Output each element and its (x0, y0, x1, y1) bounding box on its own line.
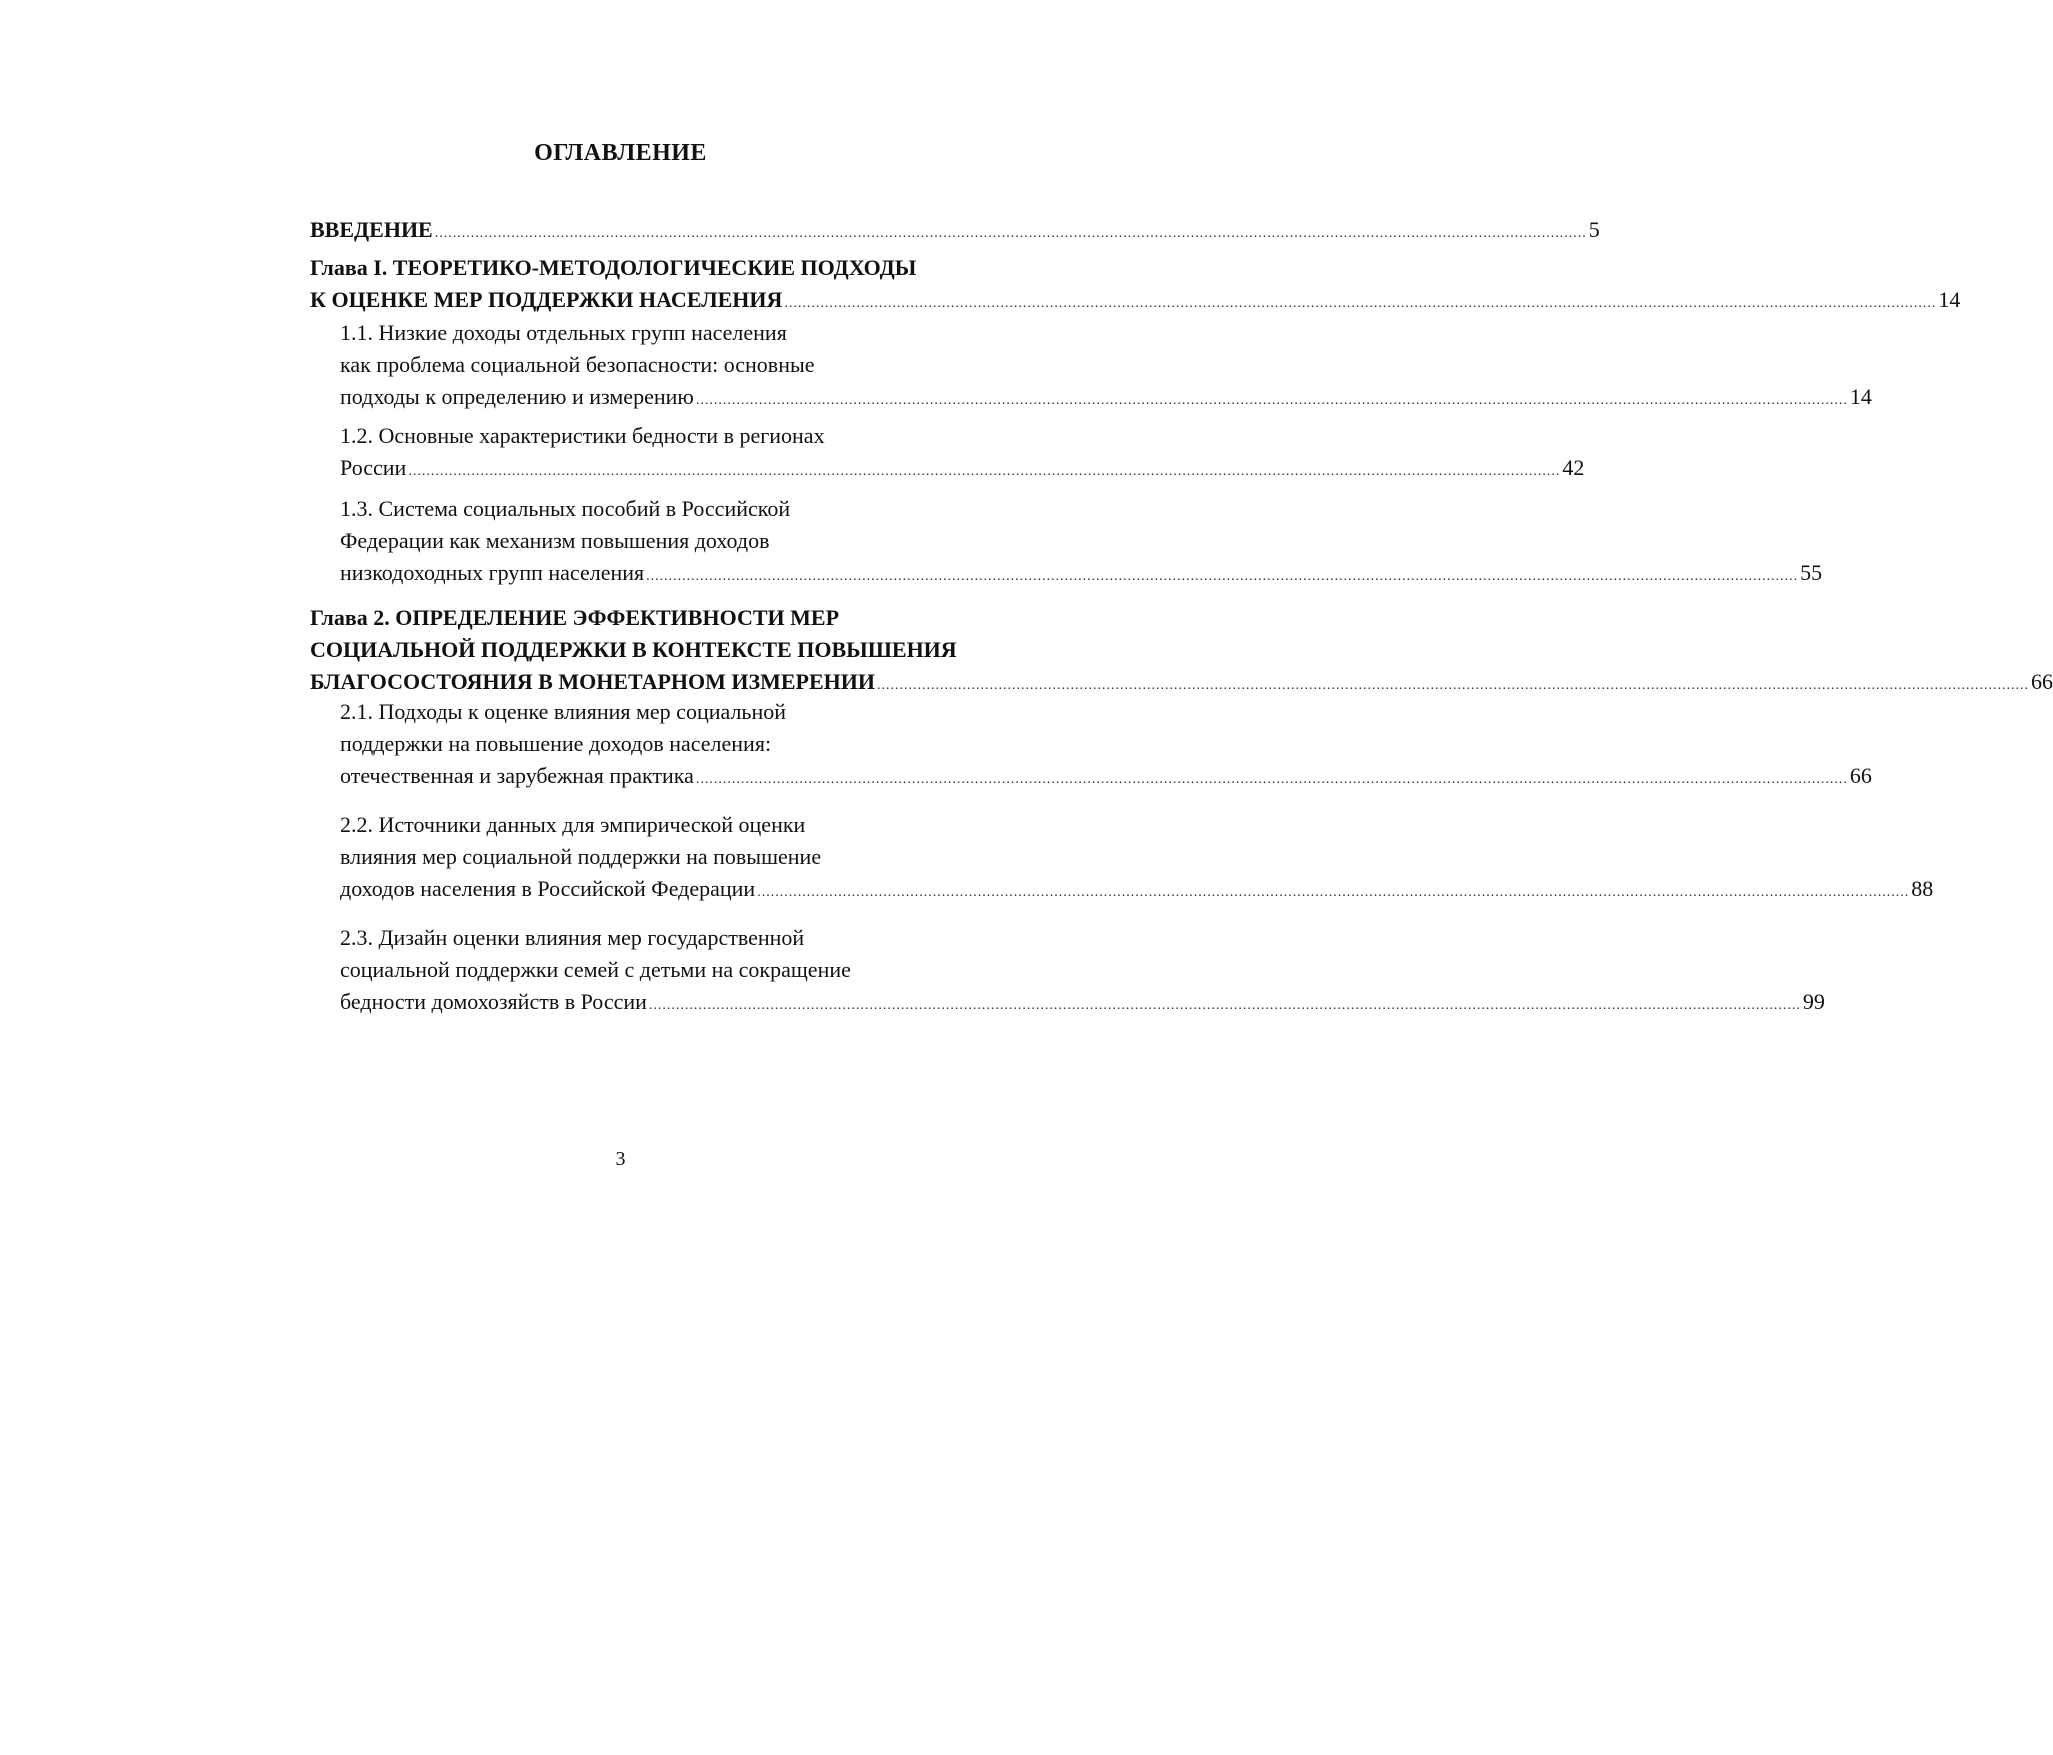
toc-entry-text: отечественная и зарубежная практика (340, 763, 694, 788)
toc-entry-line: влияния мер социальной поддержки на повышение (340, 844, 822, 869)
toc-entry-last-line (340, 873, 1934, 909)
toc-entry-line: поддержки на повышение доходов населения: (340, 731, 772, 756)
toc-entry-line: 1.2. Основные характеристики бедности в регионах (340, 423, 825, 448)
toc-entry-text: бедности домохозяйств в России (340, 989, 647, 1014)
toc-entry-text: доходов населения в Российской Федерации (340, 876, 756, 901)
dot-leader: ................................................................................................................................................................................................................................................................ (648, 998, 1801, 1013)
toc-entry-text: низкодоходных групп населения (340, 560, 645, 585)
toc-entry-line: 1.3. Система социальных пособий в Российской (340, 496, 791, 521)
toc-entry-line: Глава I. ТЕОРЕТИКО-МЕТОДОЛОГИЧЕСКИЕ ПОДХОДЫ (310, 255, 917, 280)
toc-entry-chapter-2[interactable] (310, 602, 2053, 702)
toc-entry-section-2-2[interactable] (340, 809, 1934, 909)
toc-entry-line: 2.1. Подходы к оценке влияния мер социальной (340, 699, 787, 724)
toc-entry-last-line (340, 452, 1585, 488)
toc-page-number: 55 (1800, 560, 1823, 585)
toc-entry-text: ВВЕДЕНИЕ (310, 217, 433, 242)
toc-entry-line: Глава 2. ОПРЕДЕЛЕНИЕ ЭФФЕКТИВНОСТИ МЕР (310, 605, 840, 630)
dot-leader: ................................................................................................................................................................................................................................................................ (695, 393, 1848, 408)
toc-entry-line: 2.2. Источники данных для эмпирической оценки (340, 812, 806, 837)
toc-entry-last-line (340, 557, 1823, 593)
toc-page-number: 14 (1849, 384, 1872, 409)
toc-entry-line: Федерации как механизм повышения доходов (340, 528, 770, 553)
toc-page-number: 99 (1802, 989, 1825, 1014)
toc-page-number: 66 (2031, 669, 2053, 694)
toc-entry-text: БЛАГОСОСТОЯНИЯ В МОНЕТАРНОМ ИЗМЕРЕНИИ (310, 669, 876, 694)
toc-entry-text: К ОЦЕНКЕ МЕР ПОДДЕРЖКИ НАСЕЛЕНИЯ (310, 287, 783, 312)
toc-page-number: 88 (1911, 876, 1934, 901)
toc-entry-line: как проблема социальной безопасности: основные (340, 352, 815, 377)
dot-leader: ................................................................................................................................................................................................................................................................ (877, 678, 2030, 693)
dot-leader: ................................................................................................................................................................................................................................................................ (784, 296, 1937, 311)
toc-page-number: 66 (1849, 763, 1872, 788)
toc-entry-section-1-3[interactable] (340, 493, 1823, 593)
dot-leader: ................................................................................................................................................................................................................................................................ (757, 885, 1910, 900)
toc-entry-introduction[interactable] (310, 214, 1600, 250)
toc-entry-last-line (310, 214, 1600, 250)
toc-page-number: 42 (1562, 455, 1585, 480)
toc-page-number: 14 (1938, 287, 1961, 312)
toc-entry-section-2-3[interactable] (340, 922, 1825, 1022)
toc-entry-section-2-1[interactable] (340, 696, 1872, 796)
toc-entry-text: России (340, 455, 407, 480)
toc-title: ОГЛАВЛЕНИЕ (534, 140, 707, 166)
toc-entry-section-1-2[interactable] (340, 420, 1585, 488)
toc-entry-line: 2.3. Дизайн оценки влияния мер государственной (340, 925, 805, 950)
toc-entry-last-line (340, 381, 1872, 417)
dot-leader: ................................................................................................................................................................................................................................................................ (646, 569, 1799, 584)
toc-entry-last-line (340, 760, 1872, 796)
dot-leader: ................................................................................................................................................................................................................................................................ (695, 772, 1848, 787)
toc-page-number: 5 (1588, 217, 1600, 242)
toc-entry-line: 1.1. Низкие доходы отдельных групп населения (340, 320, 787, 345)
toc-entry-chapter-1[interactable] (310, 252, 1961, 320)
page-number: 3 (615, 1148, 626, 1170)
toc-entry-section-1-1[interactable] (340, 317, 1872, 417)
toc-entry-last-line (340, 986, 1825, 1022)
dot-leader: ................................................................................................................................................................................................................................................................ (434, 226, 1587, 241)
toc-entry-text: подходы к определению и измерению (340, 384, 694, 409)
toc-entry-line: СОЦИАЛЬНОЙ ПОДДЕРЖКИ В КОНТЕКСТЕ ПОВЫШЕНИЯ (310, 637, 957, 662)
toc-entry-last-line (310, 284, 1961, 320)
dot-leader: ................................................................................................................................................................................................................................................................ (408, 464, 1561, 479)
toc-entry-line: социальной поддержки семей с детьми на сокращение (340, 957, 851, 982)
